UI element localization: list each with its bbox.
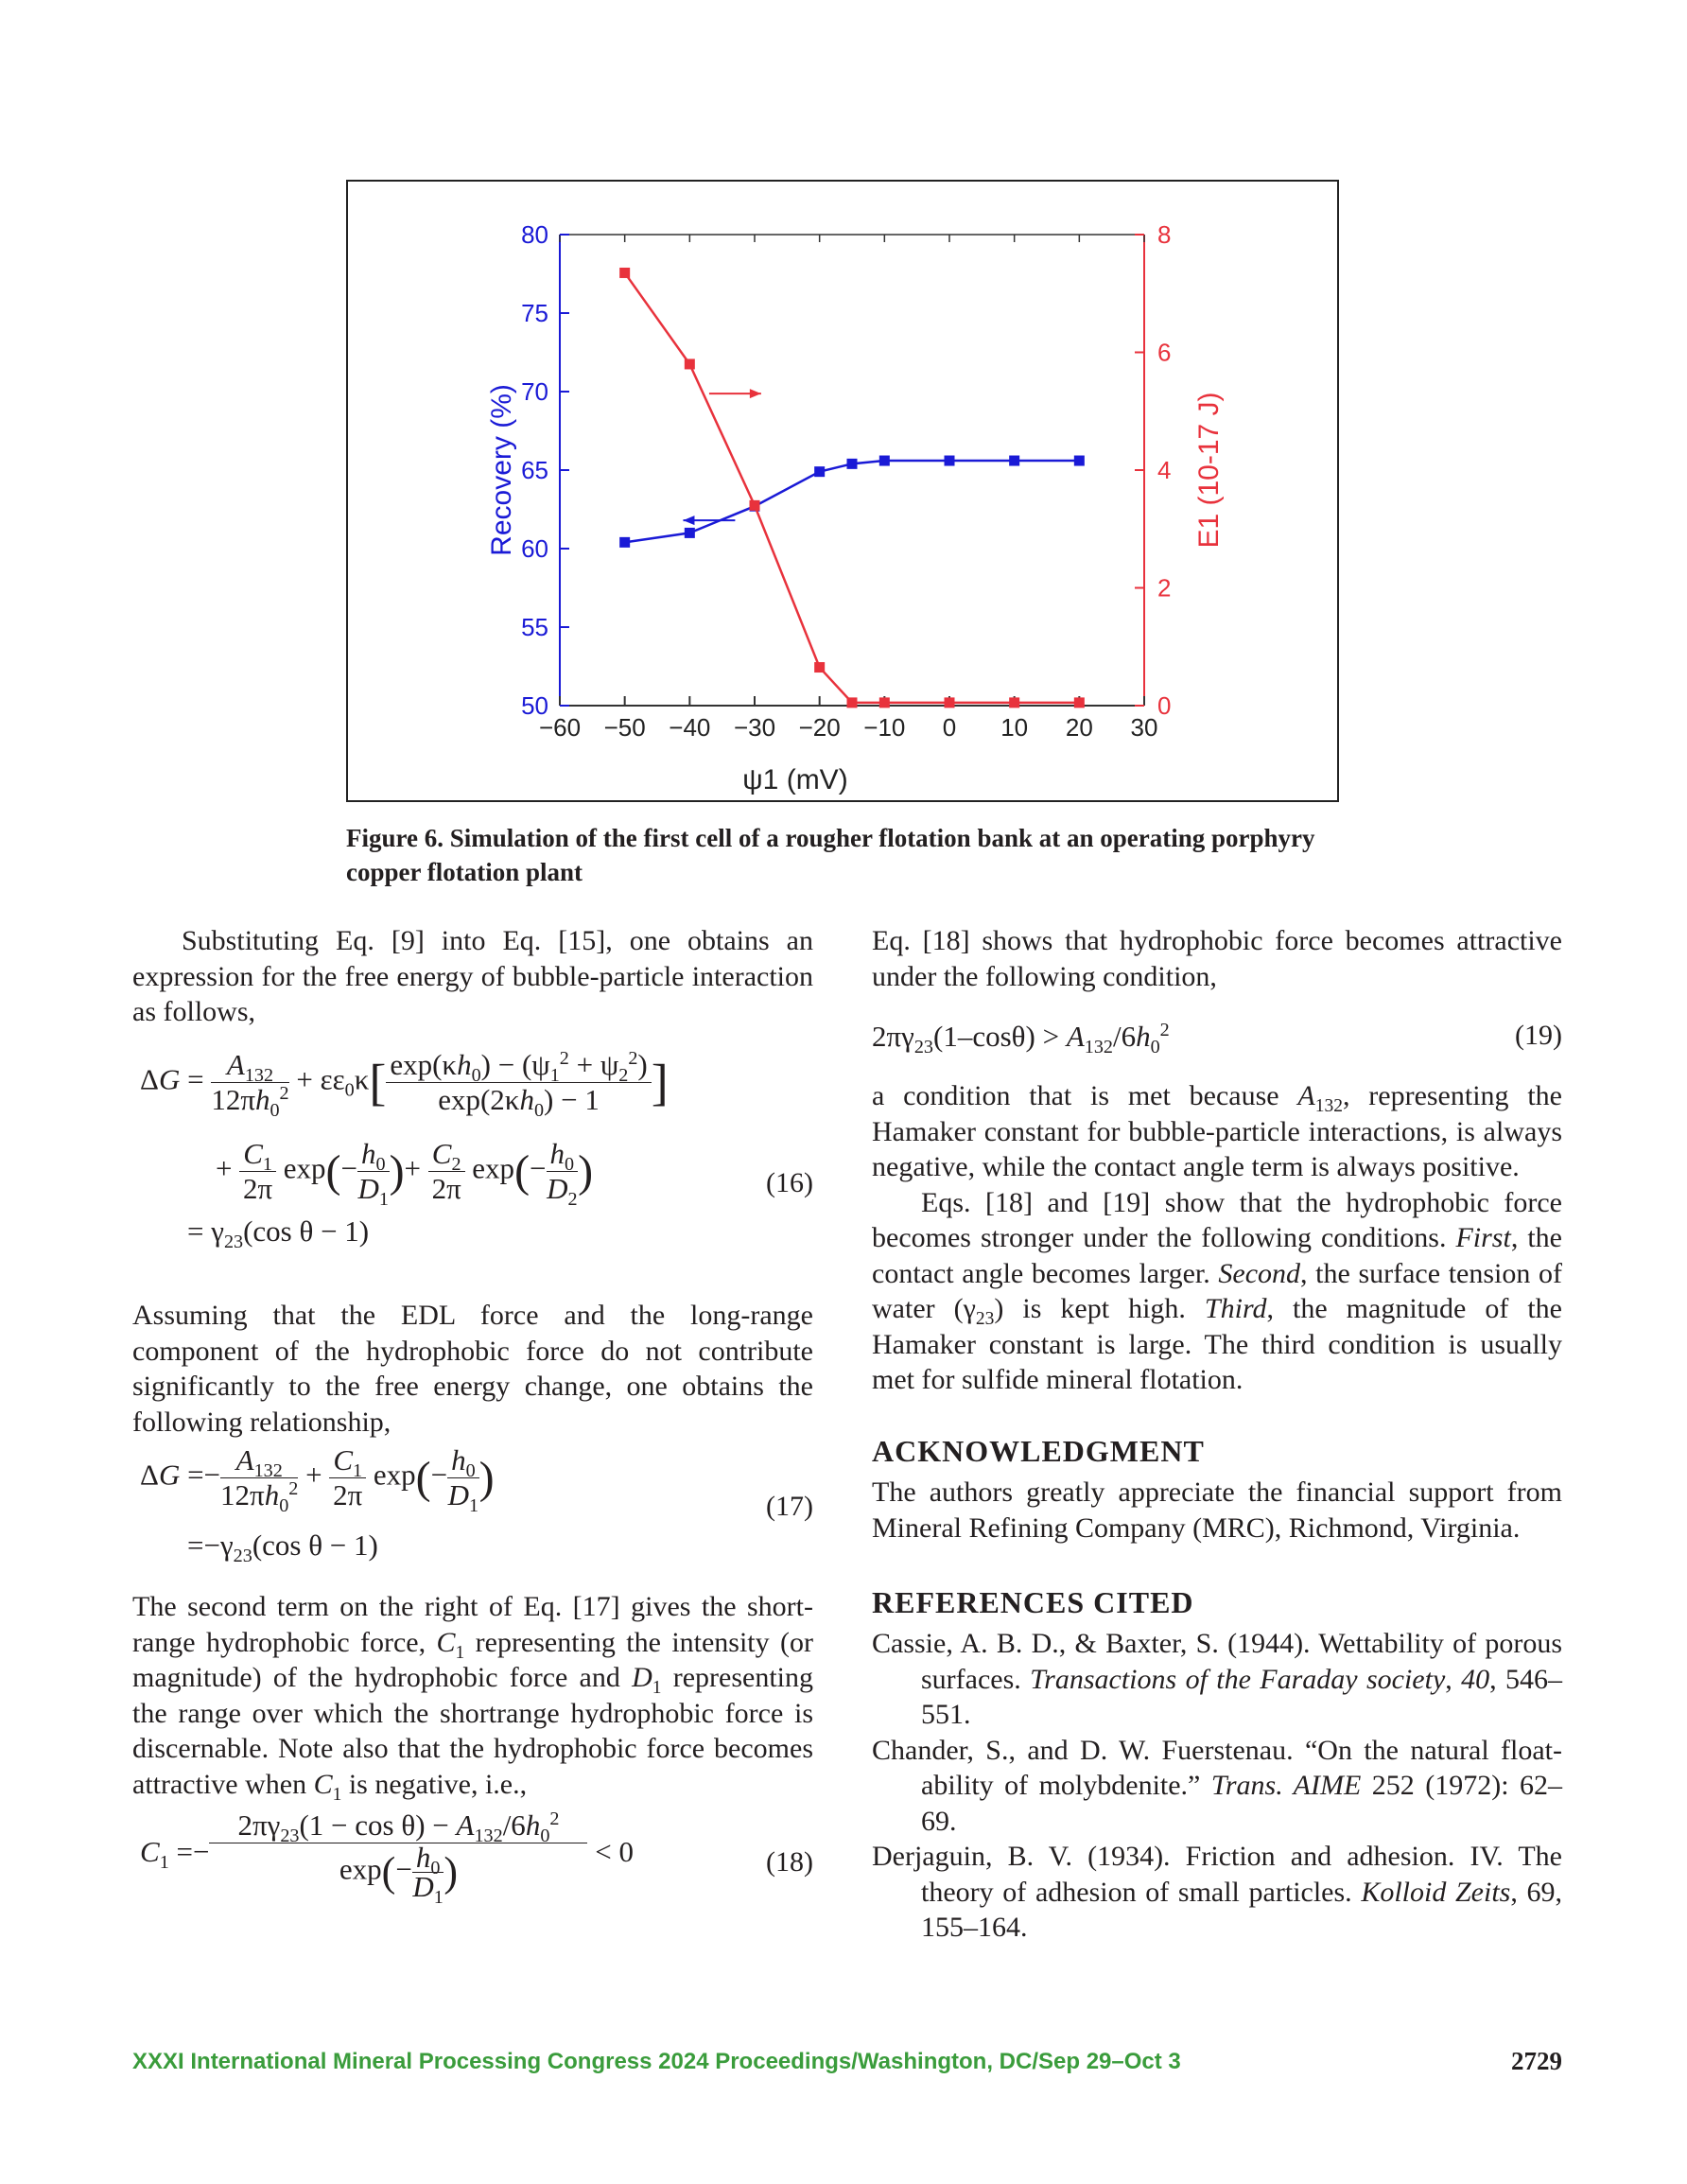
equation-18: $C_1$ =− $2\pi\gamma_{23}(1 - \cos \theta) - A_{132}/6h_0^2$ exp(− $\frac{h_0}{D_1}$ ) < 0 (18) (140, 1808, 813, 1909)
y-left-tick-label: 55 (521, 613, 548, 641)
y-right-tick-label: 6 (1157, 338, 1172, 367)
y-left-tick-label: 65 (521, 456, 548, 484)
eq18-number: (18) (766, 1846, 813, 1878)
data-point-left (945, 456, 955, 466)
series-line-right (625, 272, 1080, 702)
y-right-tick-label: 0 (1157, 691, 1172, 720)
x-tick-label: −60 (538, 713, 582, 742)
y-right-tick-label: 8 (1157, 220, 1172, 249)
y-left-tick-label: 70 (521, 377, 548, 406)
data-point-right (750, 500, 760, 511)
data-point-right (814, 662, 825, 673)
right-column-2 (872, 1078, 1562, 1398)
data-point-left (814, 466, 825, 477)
acknowledgment-heading: ACKNOWLEDGMENT (872, 1434, 1205, 1468)
data-point-right (945, 697, 955, 708)
x-tick-label: −20 (798, 713, 841, 742)
y-right-tick-label: 2 (1157, 573, 1172, 603)
left-column-2 (132, 1298, 813, 1440)
acknowledgment-text: The authors greatly appreciate the financial support from Mineral Refining Company (MRC), Richmond, Virginia. (872, 1476, 1562, 1544)
eq16-number: (16) (766, 1167, 813, 1198)
left-column-3 (132, 1589, 813, 1805)
data-point-left (1074, 456, 1085, 466)
x-axis-label: ψ1 (mV) (742, 764, 848, 795)
paragraph-eqs-18-19: Eqs. [18] and [19] show that the hydrophobic force becomes stronger under the following conditions. First, the contact angle becomes larger. Second, the surface tension of water $(\gamma_{23})$ is kept high. Third, the magnitude of the Hamaker constant is large. The third condition is usually met for sulfide mineral flotation. (872, 1186, 1562, 1395)
eq19-number: (19) (1515, 1020, 1562, 1051)
x-tick-label: −50 (603, 713, 646, 742)
footer-conference: XXXI International Mineral Processing Congress 2024 Proceedings/Washington, DC/Sep 29–Oct 3 (132, 2049, 1181, 2074)
equation-16: ΔG = $\frac{A_{132}}{12\pi h_0^2}$ + $\varepsilon\varepsilon_0\kappa$[ $\frac{\exp(\kappa h_0) - (\psi_1^2 + \psi_2^2)}{\exp(2\kappa h_0) - 1}$ ] + $\frac{C_1}{2\pi}$ exp(− $\frac{h_0}{D_1}$ )+ $\frac{C_2}{2\pi}$ exp(− $\frac{h_0}{D_2}$ ) = $\gamma_{23}(\cos$ θ − 1) (16) (140, 1047, 813, 1253)
paragraph-second-term: The second term on the right of Eq. [17] gives the short-range hydrophobic force, $C_1$ representing the intensity (or magnitude) of the hydrophobic force and $D_1$ representing the range over which the shortrange hydrophobic force is discernable. Note also that the hydrophobic force becomes attractive when $C_1$ is negative, i.e., (132, 1591, 813, 1805)
data-point-right (1009, 697, 1019, 708)
figure-frame (346, 180, 1339, 802)
eq17-number: (17) (766, 1491, 813, 1522)
x-tick-label: −30 (733, 713, 776, 742)
recovery-energy-chart (348, 182, 1337, 800)
equation-19: $2\pi\gamma_{23}(1-\cos\theta) > A_{132}/6h_0^2$ (19) (872, 1019, 1562, 1058)
data-point-left (1009, 456, 1019, 466)
y-right-axis-label: E1 (10-17 J) (1193, 392, 1225, 549)
right-column (872, 923, 1562, 994)
equation-17: ΔG =− $\frac{A_{132}}{12\pi h_0^2}$ + $\frac{C_1}{2\pi}$ exp(− $\frac{h_0}{D_1}$ ) $=-\gamma_{23}(\cos$ θ − 1) (17) (140, 1443, 813, 1567)
y-left-axis-label: Recovery (%) (486, 384, 517, 556)
paragraph-eq18-shows: Eq. [18] shows that hydrophobic force becomes attractive under the following condition, (872, 925, 1562, 992)
reference-chander: Chander, S., and D. W. Fuerstenau. “On the natural float-ability of molybdenite.” Trans. AIME 252 (1972): 62–69. (872, 1734, 1562, 1837)
figure-caption: Figure 6. Simulation of the first cell of a rougher flotation bank at an operating porphyry copper flotation plant (346, 824, 1315, 886)
paragraph-condition: a condition that is met because $A_{132}$, representing the Hamaker constant for bubble-particle interactions, is always negative, while the contact angle term is always positive. (872, 1080, 1562, 1182)
x-tick-label: 20 (1065, 713, 1093, 742)
data-point-left (619, 537, 630, 548)
reference-derjaguin: Derjaguin, B. V. (1934). Friction and adhesion. IV. The theory of adhesion of small particles. Kolloid Zeits, 69, 155–164. (872, 1841, 1563, 1943)
references-section (872, 1585, 1562, 1946)
data-point-right (619, 268, 630, 278)
reference-cassie: Cassie, A. B. D., & Baxter, S. (1944). Wettability of porous surfaces. Transactions of the Faraday society, 40, 546–551. (872, 1628, 1563, 1730)
paragraph-substituting: Substituting Eq. [9] into Eq. [15], one obtains an expression for the free energy of bubble-particle interaction as follows, (132, 925, 813, 1027)
y-left-tick-label: 75 (521, 299, 548, 327)
references-heading: REFERENCES CITED (872, 1585, 1194, 1619)
paragraph-assuming: Assuming that the EDL force and the long-range component of the hydrophobic force do not contribute significantly to the free energy change, one obtains the following relationship, (132, 1300, 813, 1438)
y-right-tick-label: 4 (1157, 456, 1172, 484)
x-tick-label: 30 (1130, 713, 1158, 742)
data-point-left (879, 456, 890, 466)
left-column (132, 923, 813, 1030)
y-left-tick-label: 60 (521, 534, 548, 563)
data-point-right (879, 697, 890, 708)
data-point-right (685, 358, 695, 369)
left-series-arrow-head (683, 515, 694, 525)
y-left-tick-label: 50 (521, 691, 548, 720)
page-number: 2729 (1511, 2047, 1562, 2075)
data-point-left (847, 459, 858, 469)
x-tick-label: 10 (1000, 713, 1029, 742)
data-point-right (1074, 697, 1085, 708)
x-tick-label: 0 (942, 713, 957, 742)
right-series-arrow-head (750, 389, 761, 398)
y-left-tick-label: 80 (521, 220, 548, 249)
x-tick-label: −10 (863, 713, 906, 742)
data-point-left (685, 528, 695, 538)
data-point-right (847, 697, 858, 708)
acknowledgment-section (872, 1434, 1562, 1546)
x-tick-label: −40 (669, 713, 711, 742)
